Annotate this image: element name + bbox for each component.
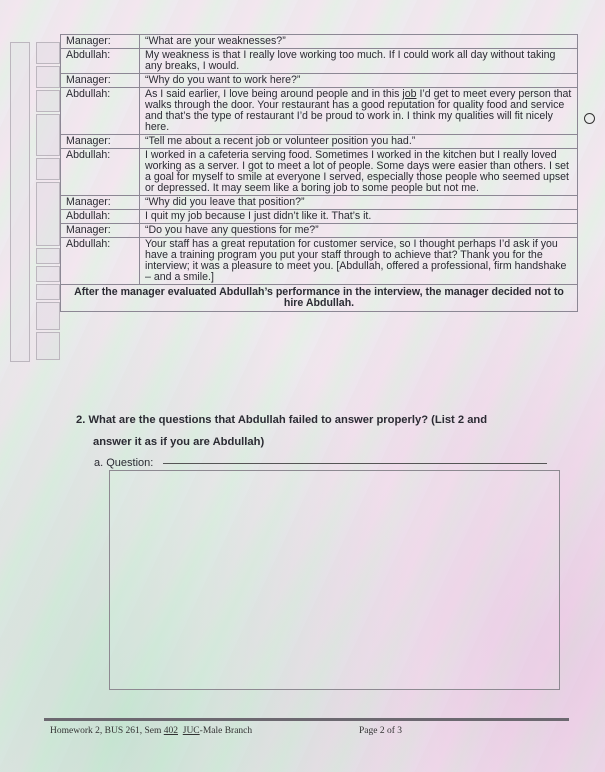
table-row (61, 149, 578, 196)
dialogue-text: As I said earlier, I love being around people and in this (145, 88, 403, 100)
margin-row-box (36, 284, 60, 300)
footer-page-num: 2 (379, 726, 385, 736)
table-row (61, 88, 578, 135)
margin-row-box (36, 90, 60, 112)
footer-course-prefix: Homework 2, BUS 261, Sem (50, 726, 164, 736)
speaker-cell: Abdullah: (61, 49, 140, 74)
footer-page-word: Page (359, 726, 380, 736)
margin-row-box (36, 302, 60, 330)
underlined-word: job (402, 88, 417, 100)
question-2-line2: answer it as if you are Abdullah) (93, 436, 265, 448)
dialogue-cell: “Why did you leave that position?” (140, 196, 578, 210)
question-a-label: a. Question: (94, 457, 154, 469)
margin-row-box (36, 42, 60, 64)
margin-column (10, 42, 30, 362)
footer-of-word: of (384, 726, 398, 736)
margin-row-box (36, 332, 60, 360)
conclusion-cell: After the manager evaluated Abdullah’s performance in the interview, the manager decided not to hire Abdullah. (61, 285, 578, 312)
speaker-cell: Manager: (61, 196, 140, 210)
dialogue-cell: “Tell me about a recent job or volunteer position you had.” (140, 135, 578, 149)
answer-box[interactable] (109, 470, 560, 690)
dialogue-cell: “Why do you want to work here?” (140, 74, 578, 88)
margin-row-box (36, 182, 60, 246)
footer-branch: JUC (182, 726, 200, 736)
dialogue-cell: “Do you have any questions for me?” (140, 224, 578, 238)
speaker-cell: Manager: (61, 135, 140, 149)
dialogue-cell: I worked in a cafeteria serving food. Sometimes I worked in the kitchen but I really loved working as a server. I got to meet a lot of people. Some days were easier than others. I set a goal for myself to smile at everyone I served, especially those people who seemed upset or depressed. It may seem like a boring job to some people but not me. (140, 149, 578, 196)
speaker-cell: Abdullah: (61, 88, 140, 135)
table-row (61, 238, 578, 285)
margin-row-box (36, 248, 60, 264)
margin-row-box (36, 158, 60, 180)
dialogue-cell: “What are your weaknesses?” (140, 35, 578, 49)
question-2 (76, 409, 556, 453)
dialogue-cell (140, 88, 578, 135)
table-row (61, 35, 578, 49)
question-a-answer-line[interactable] (163, 463, 547, 464)
dialogue-cell: Your staff has a great reputation for customer service, so I thought perhaps I’d ask if you have a training program you put your staff through to achieve that? Thank you for the interview; it was a pleasure to meet you. [Abdullah, offered a professional, firm handshake – and a smile.] (140, 238, 578, 285)
table-row (61, 210, 578, 224)
margin-row-box (36, 114, 60, 156)
table-row (61, 196, 578, 210)
speaker-cell: Abdullah: (61, 210, 140, 224)
table-row (61, 135, 578, 149)
footer-page-total: 3 (397, 726, 403, 736)
footer-semester: 402 (163, 726, 178, 736)
speaker-cell: Manager: (61, 74, 140, 88)
footer-rule (44, 718, 569, 721)
table-row (61, 285, 578, 312)
margin-circle-mark (584, 113, 595, 124)
dialogue-cell: I quit my job because I just didn’t like it. That’s it. (140, 210, 578, 224)
dialogue-text: I’d get to meet every person that walks through the door. Your restaurant has a good reputation for quality food and service and that’s the type of restaurant I’d be proud to work in. I think my qualities will fit nicely here. (145, 88, 572, 133)
speaker-cell: Manager: (61, 224, 140, 238)
footer-course (50, 726, 252, 736)
dialogue-cell: My weakness is that I really love working too much. If I could work all day without taking any breaks, I would. (140, 49, 578, 74)
interview-dialogue-table (60, 34, 578, 312)
footer-page-number (359, 726, 402, 736)
speaker-cell: Abdullah: (61, 149, 140, 196)
question-2-line1: 2. What are the questions that Abdullah failed to answer properly? (List 2 and (76, 414, 488, 426)
margin-row-box (36, 66, 60, 88)
speaker-cell: Abdullah: (61, 238, 140, 285)
speaker-cell: Manager: (61, 35, 140, 49)
margin-row-box (36, 266, 60, 282)
table-row (61, 224, 578, 238)
table-row (61, 49, 578, 74)
table-row (61, 74, 578, 88)
footer-branch-suffix: -Male Branch (199, 726, 253, 736)
